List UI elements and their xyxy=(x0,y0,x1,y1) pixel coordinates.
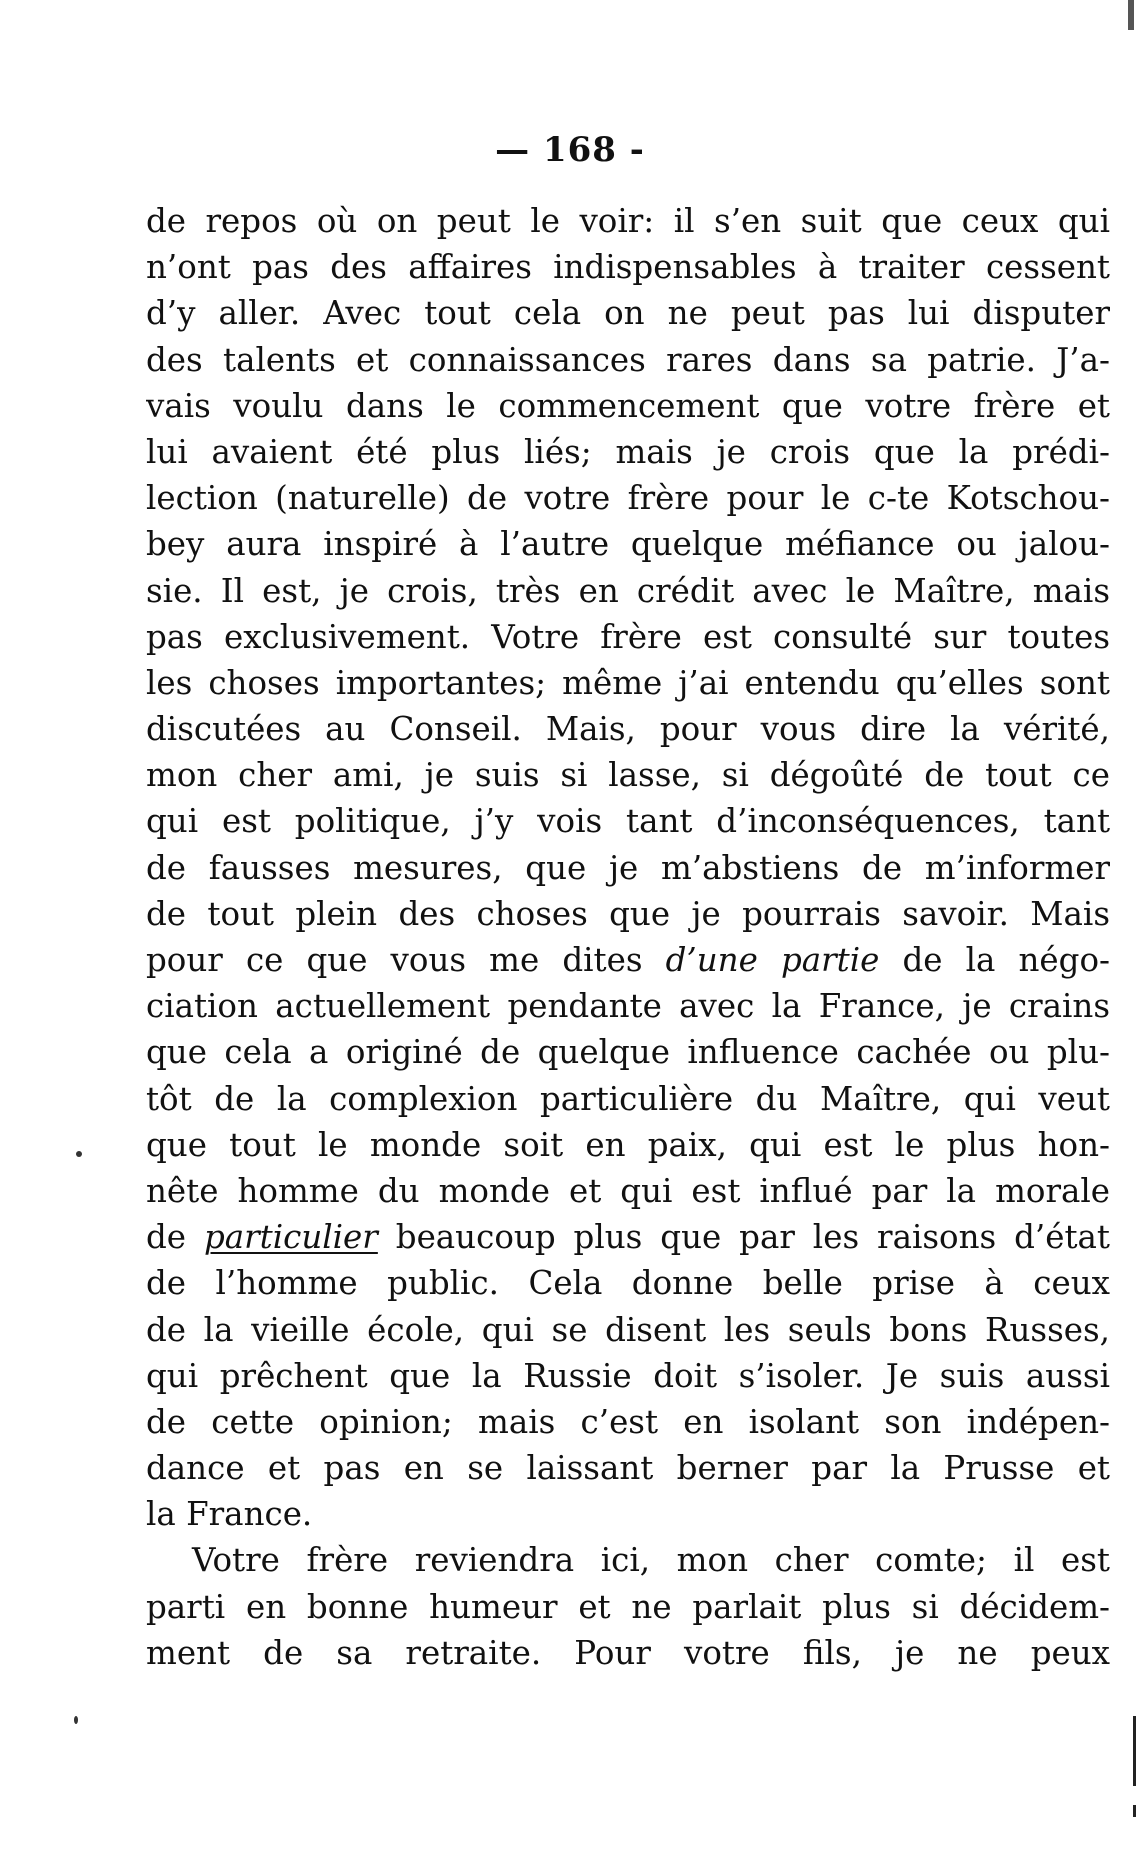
scan-edge-mark xyxy=(1133,1716,1136,1786)
text-segment: de la négo- xyxy=(879,941,1110,979)
text-line: qui est politique, j’y vois tant d’inconséquences, tant xyxy=(146,802,1110,841)
text-line: pas exclusivement. Votre frère est consulté sur toutes xyxy=(146,617,1110,656)
text-line: dance et pas en se laissant berner par la Prusse et xyxy=(146,1449,1110,1488)
text-line: de tout plein des choses que je pourrais savoir. Mais xyxy=(146,894,1110,933)
text-line: bey aura inspiré à l’autre quelque méfiance ou jalou- xyxy=(146,525,1110,564)
text-line: Votre frère reviendra ici, mon cher comte; il est xyxy=(192,1541,1110,1580)
text-segment: pour ce que vous me dites xyxy=(146,941,666,979)
text-line: ment de sa retraite. Pour votre fils, je ne peux xyxy=(146,1633,1110,1672)
text-line: que cela a originé de quelque influence cachée ou plu- xyxy=(146,1033,1110,1072)
italic-phrase: d’une partie xyxy=(665,941,880,979)
text-line xyxy=(146,937,1110,983)
text-line: de la vieille école, qui se disent les seuls bons Russes, xyxy=(146,1310,1110,1349)
text-line: les choses importantes; même j’ai entendu qu’elles sont xyxy=(146,663,1110,702)
text-line: de cette opinion; mais c’est en isolant son indépen- xyxy=(146,1402,1110,1441)
scan-speck xyxy=(74,1716,78,1724)
text-line: lui avaient été plus liés; mais je crois que la prédi- xyxy=(146,432,1110,471)
text-segment: de xyxy=(146,1218,204,1257)
page-number: — 168 - xyxy=(495,130,645,170)
text-segment: beaucoup plus que par les raisons d’état xyxy=(377,1218,1110,1257)
text-line: parti en bonne humeur et ne parlait plus si décidem- xyxy=(146,1587,1110,1626)
text-line: lection (naturelle) de votre frère pour le c-te Kotschou- xyxy=(146,479,1110,518)
text-line: de repos où on peut le voir: il s’en suit que ceux qui xyxy=(146,202,1110,240)
text-line: n’ont pas des affaires indispensables à traiter cessent xyxy=(146,248,1110,287)
text-line: sie. Il est, je crois, très en crédit avec le Maître, mais xyxy=(146,571,1110,610)
text-line: de l’homme public. Cela donne belle prise à ceux xyxy=(146,1264,1110,1303)
body-text xyxy=(146,198,1110,1676)
scan-speck xyxy=(76,1151,82,1157)
text-line: discutées au Conseil. Mais, pour vous dire la vérité, xyxy=(146,710,1110,749)
scan-edge-mark xyxy=(1128,0,1134,30)
scan-edge-mark xyxy=(1133,1805,1136,1817)
text-line: qui prêchent que la Russie doit s’isoler. Je suis aussi xyxy=(146,1356,1110,1395)
text-line: ciation actuellement pendante avec la France, je crains xyxy=(146,987,1110,1026)
text-line: que tout le monde soit en paix, qui est le plus hon- xyxy=(146,1125,1110,1164)
text-line: mon cher ami, je suis si lasse, si dégoûté de tout ce xyxy=(146,756,1110,795)
underlined-italic-word: particulier xyxy=(203,1218,378,1257)
text-line: tôt de la complexion particulière du Maître, qui veut xyxy=(146,1079,1110,1118)
text-line: vais voulu dans le commencement que votre frère et xyxy=(146,386,1110,425)
text-line: nête homme du monde et qui est influé par la morale xyxy=(146,1171,1110,1210)
text-line: d’y aller. Avec tout cela on ne peut pas lui disputer xyxy=(146,294,1110,333)
text-line: des talents et connaissances rares dans sa patrie. J’a- xyxy=(146,340,1110,379)
text-line: la France. xyxy=(146,1495,313,1534)
text-line xyxy=(146,1214,1110,1260)
text-line: de fausses mesures, que je m’abstiens de m’informer xyxy=(146,848,1110,887)
